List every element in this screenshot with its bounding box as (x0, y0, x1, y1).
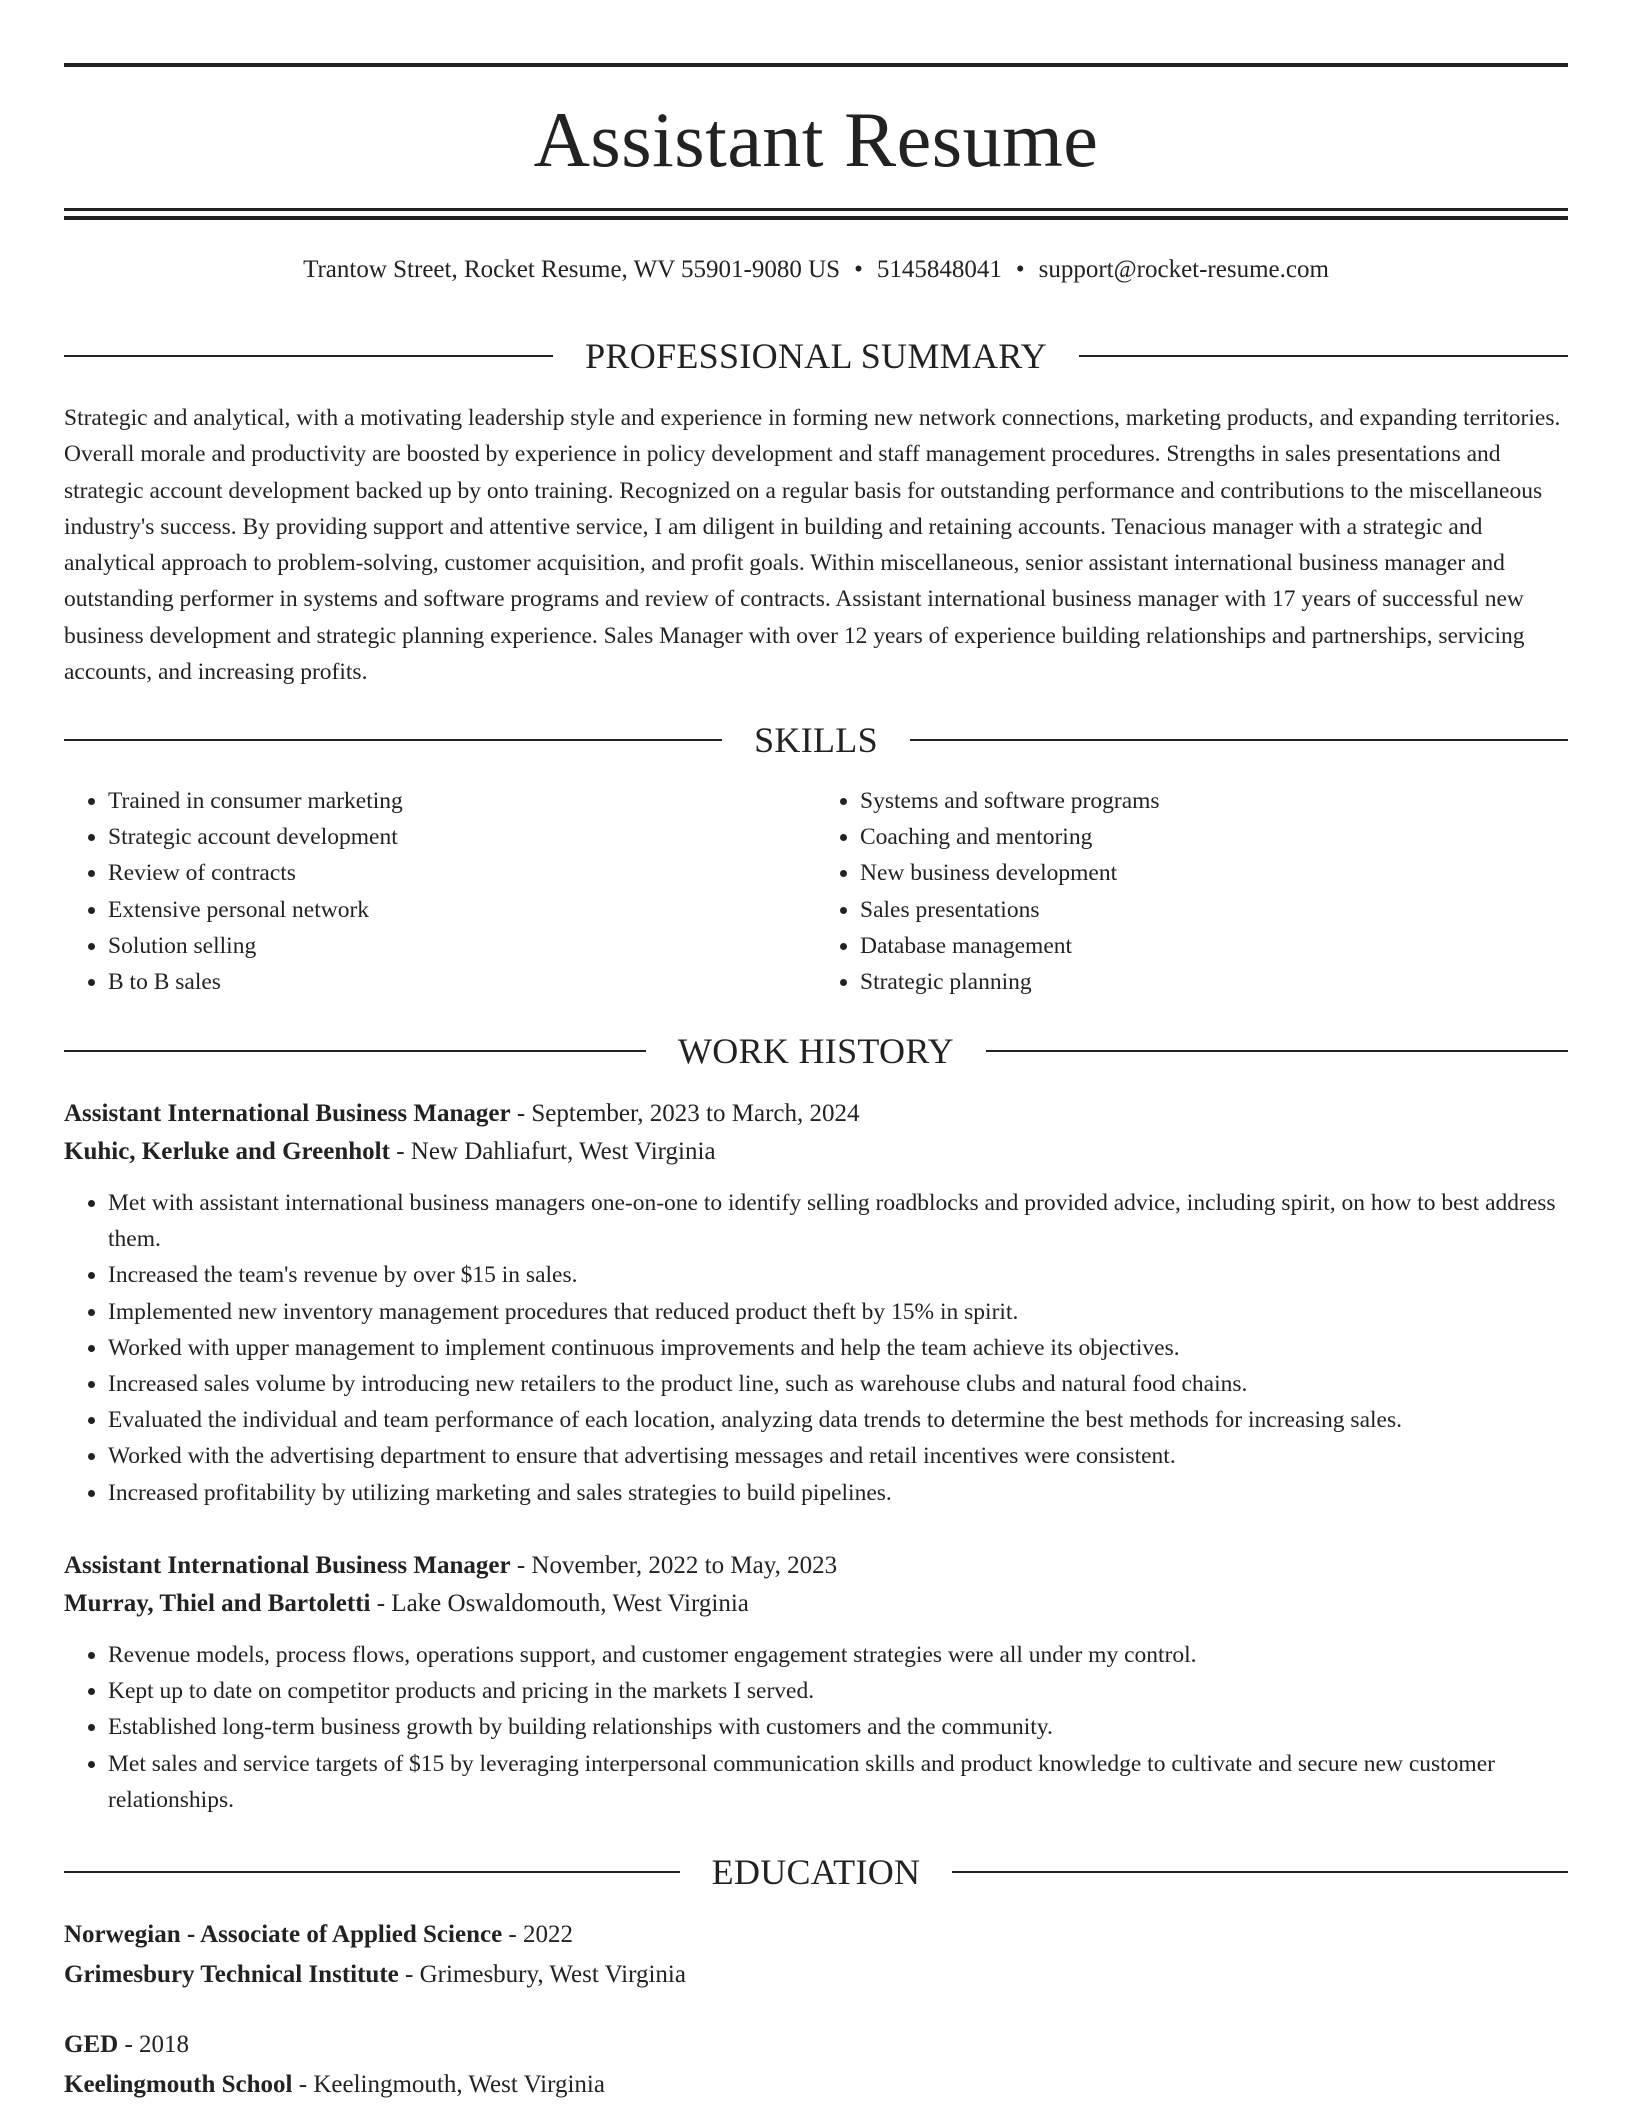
duty-item: • Increased sales volume by introducing new retailers to the product line, such as warehouse clubs and natural food chains. (108, 1366, 1568, 1402)
school-name: Grimesbury Technical Institute (64, 1961, 399, 1988)
top-rule (64, 63, 1568, 67)
skill-item: • Strategic account development (108, 819, 816, 855)
skill-item: • Solution selling (108, 928, 816, 964)
duty-item: • Met sales and service targets of $15 by leveraging interpersonal communication skills and product knowledge to cultivate and secure new customer relationships. (108, 1746, 1568, 1818)
duty-item: • Met with assistant international business managers one-on-one to identify selling roadblocks and provided advice, including spirit, on how to best address them. (108, 1185, 1568, 1257)
separator-dot: • (1015, 256, 1025, 283)
school-location: - Grimesbury, West Virginia (398, 1961, 686, 1988)
separator-dot: • (854, 256, 863, 283)
work-heading (64, 1029, 1568, 1073)
skill-item: • Coaching and mentoring (860, 819, 1568, 855)
degree-year: - 2018 (118, 2031, 190, 2058)
skill-item: • Trained in consumer marketing (108, 783, 816, 819)
degree-line (64, 2025, 1568, 2065)
duty-item: • Worked with the advertising department to ensure that advertising messages and retail incentives were consistent. (108, 1438, 1568, 1474)
skill-item: • New business development (860, 855, 1568, 891)
degree-line (64, 1915, 1568, 1955)
skill-item: • Extensive personal network (108, 892, 816, 928)
email: support@rocket-resume.com (1038, 256, 1329, 283)
skill-item: • B to B sales (108, 964, 816, 1000)
skill-item: • Strategic planning (860, 964, 1568, 1000)
contact-line (64, 254, 1568, 286)
school-line (64, 1955, 1568, 1995)
duty-item: • Kept up to date on competitor products and pricing in the markets I served. (108, 1673, 1568, 1709)
school-line (64, 2065, 1568, 2105)
skill-item: • Review of contracts (108, 855, 816, 891)
skill-item: • Systems and software programs (860, 783, 1568, 819)
degree-year: - 2022 (502, 1921, 573, 1948)
skills-column-right (816, 783, 1568, 1000)
job-entry (64, 1095, 1568, 1511)
duty-item: • Increased profitability by utilizing marketing and sales strategies to build pipelines. (108, 1475, 1568, 1511)
duty-item: • Revenue models, process flows, operations support, and customer engagement strategies were all under my control. (108, 1637, 1568, 1673)
job-location: - New Dahliafurt, West Virginia (389, 1138, 716, 1165)
address: Trantow Street, Rocket Resume, WV 55901-9080 US (303, 256, 841, 283)
education-entry (64, 1915, 1568, 1995)
double-rule (64, 208, 1568, 220)
job-location: - Lake Oswaldomouth, West Virginia (370, 1590, 749, 1617)
degree: GED (64, 2031, 119, 2058)
job-dates: - September, 2023 to March, 2024 (510, 1100, 860, 1127)
job-title-line (64, 1095, 1568, 1133)
duty-item: • Implemented new inventory management procedures that reduced product theft by 15% in spirit. (108, 1294, 1568, 1330)
company-name: Murray, Thiel and Bartoletti (64, 1590, 371, 1617)
heading-rule (64, 1871, 680, 1873)
heading-rule (986, 1050, 1568, 1052)
phone: 5145848041 (876, 256, 1002, 283)
job-dates: - November, 2022 to May, 2023 (510, 1552, 838, 1579)
job-duties (64, 1637, 1568, 1818)
heading-rule (64, 739, 722, 741)
duty-item: • Evaluated the individual and team performance of each location, analyzing data trends to determine the best methods for increasing sales. (108, 1402, 1568, 1438)
company-name: Kuhic, Kerluke and Greenholt (64, 1138, 390, 1165)
education-entry (64, 2025, 1568, 2105)
heading-rule (1079, 355, 1568, 357)
resume-name: Assistant Resume (533, 96, 1099, 183)
section-title: WORK HISTORY (678, 1031, 954, 1071)
job-title: Assistant International Business Manager (64, 1552, 511, 1579)
heading-rule (64, 1050, 646, 1052)
section-title: EDUCATION (711, 1852, 921, 1892)
skills-list (64, 783, 1568, 1000)
heading-rule (64, 355, 553, 357)
school-location: - Keelingmouth, West Virginia (292, 2071, 605, 2098)
section-title: PROFESSIONAL SUMMARY (585, 336, 1047, 376)
section-title: SKILLS (754, 720, 878, 760)
skills-heading (64, 718, 1568, 762)
heading-rule (952, 1871, 1568, 1873)
job-entry (64, 1547, 1568, 1818)
summary-heading (64, 334, 1568, 378)
education-heading (64, 1850, 1568, 1894)
duty-item: • Established long-term business growth by building relationships with customers and the community. (108, 1709, 1568, 1745)
skills-column-left (64, 783, 816, 1000)
summary-text: Strategic and analytical, with a motivating leadership style and experience in forming new network connections, marketing products, and expanding territories. Overall morale and productivity are boosted by experience in policy development and staff management procedures. Strengths in sales presentations and strategic account development backed up by onto training. Recognized on a regular basis for outstanding performance and contributions to the miscellaneous industry's success. By providing support and attentive service, I am diligent in building and retaining accounts. Tenacious manager with a strategic and analytical approach to problem-solving, customer acquisition, and profit goals. Within miscellaneous, senior assistant international business manager and outstanding performer in systems and software programs and review of contracts. Assistant international business manager with 17 years of successful new business development and strategic planning experience. Sales Manager with over 12 years of experience building relationships and partnerships, servicing accounts, and increasing profits. (64, 405, 1561, 686)
job-title-line (64, 1547, 1568, 1585)
job-duties (64, 1185, 1568, 1511)
skill-item: • Sales presentations (860, 892, 1568, 928)
duty-item: • Worked with upper management to implement continuous improvements and help the team achieve its objectives. (108, 1330, 1568, 1366)
job-company-line (64, 1585, 1568, 1623)
job-title: Assistant International Business Manager (64, 1100, 511, 1127)
job-company-line (64, 1133, 1568, 1171)
school-name: Keelingmouth School (64, 2071, 293, 2098)
skill-item: • Database management (860, 928, 1568, 964)
degree: Norwegian - Associate of Applied Science (64, 1921, 503, 1948)
duty-item: • Increased the team's revenue by over $15 in sales. (108, 1257, 1568, 1293)
heading-rule (910, 739, 1568, 741)
